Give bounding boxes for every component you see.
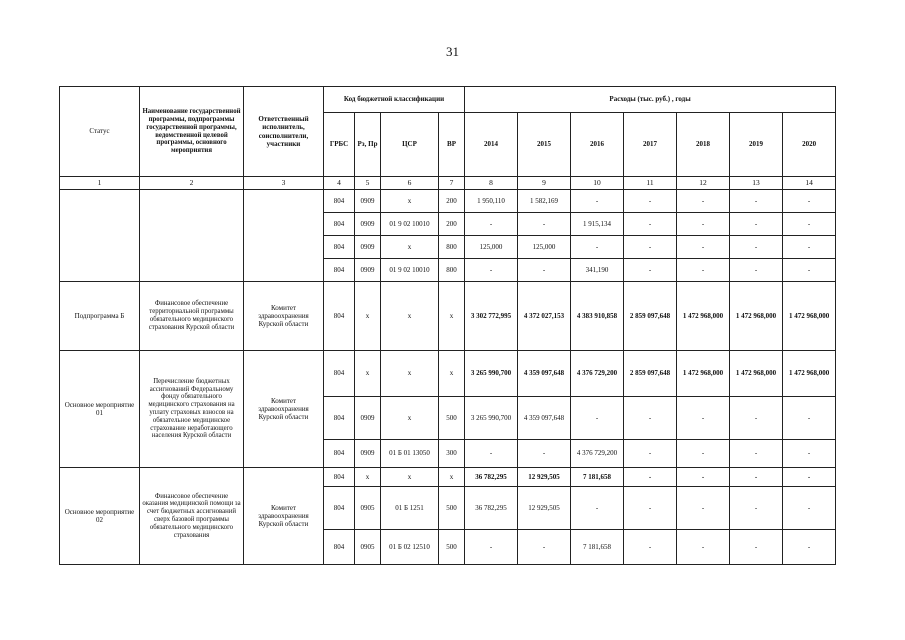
value-cell: 4 383 910,858 [571, 282, 624, 351]
value-cell: 3 302 772,995 [465, 282, 518, 351]
csr-cell: 01 Б 1251 [381, 487, 439, 530]
grbs-cell: 804 [324, 468, 355, 487]
value-cell: - [677, 190, 730, 213]
value-cell: - [624, 487, 677, 530]
value-cell: 7 181,658 [571, 468, 624, 487]
vr-cell: 800 [439, 236, 465, 259]
value-cell: - [783, 236, 836, 259]
value-cell: - [624, 236, 677, 259]
value-cell: 36 782,295 [465, 468, 518, 487]
csr-cell: х [381, 282, 439, 351]
value-cell: - [465, 259, 518, 282]
value-cell: 1 472 968,000 [783, 351, 836, 397]
value-cell: - [518, 530, 571, 565]
header-year: 2014 [465, 113, 518, 177]
table-row-subprogram-b [60, 282, 836, 351]
csr-cell: 01 9 02 10010 [381, 213, 439, 236]
value-cell: 1 950,110 [465, 190, 518, 213]
vr-cell: 500 [439, 397, 465, 440]
value-cell: - [624, 397, 677, 440]
value-cell: 1 472 968,000 [677, 351, 730, 397]
table-row [60, 190, 836, 213]
value-cell: 3 265 990,700 [465, 351, 518, 397]
value-cell: - [730, 397, 783, 440]
grbs-cell: 804 [324, 397, 355, 440]
value-cell: 4 376 729,200 [571, 351, 624, 397]
value-cell: 2 859 097,648 [624, 282, 677, 351]
column-number: 2 [140, 177, 244, 190]
rzpr-cell: 0905 [355, 530, 381, 565]
value-cell: - [783, 440, 836, 468]
value-cell: 12 929,505 [518, 468, 571, 487]
value-cell: 4 359 097,648 [518, 351, 571, 397]
value-cell: - [624, 213, 677, 236]
header-year: 2015 [518, 113, 571, 177]
value-cell: - [783, 530, 836, 565]
csr-cell: х [381, 397, 439, 440]
value-cell: - [571, 487, 624, 530]
header-vr: ВР [439, 113, 465, 177]
value-cell: - [730, 259, 783, 282]
grbs-cell: 804 [324, 236, 355, 259]
header-year: 2020 [783, 113, 836, 177]
vr-cell: 200 [439, 190, 465, 213]
value-cell: 125,000 [518, 236, 571, 259]
table-row-event-01 [60, 351, 836, 397]
value-cell: 1 582,169 [518, 190, 571, 213]
value-cell: - [465, 530, 518, 565]
rzpr-cell: 0909 [355, 440, 381, 468]
value-cell: - [518, 440, 571, 468]
value-cell: - [624, 468, 677, 487]
rzpr-cell: х [355, 351, 381, 397]
value-cell: - [783, 487, 836, 530]
name-cell: Финансовое обеспечение оказания медицинской помощи за счет бюджетных ассигнований сверх базовой программы обязательного медицинского страхования [140, 468, 244, 565]
header-csr: ЦСР [381, 113, 439, 177]
grbs-cell: 804 [324, 282, 355, 351]
header-executor: Ответственный исполнитель, соисполнители, участники [244, 87, 324, 177]
value-cell: 1 472 968,000 [677, 282, 730, 351]
rzpr-cell: 0909 [355, 259, 381, 282]
value-cell: - [783, 259, 836, 282]
vr-cell: х [439, 468, 465, 487]
column-number: 6 [381, 177, 439, 190]
vr-cell: 500 [439, 530, 465, 565]
value-cell: 4 372 027,153 [518, 282, 571, 351]
value-cell: - [730, 468, 783, 487]
column-number: 4 [324, 177, 355, 190]
value-cell: - [677, 213, 730, 236]
value-cell: - [730, 236, 783, 259]
status-cell [60, 190, 140, 282]
value-cell: - [677, 397, 730, 440]
grbs-cell: 804 [324, 487, 355, 530]
value-cell: - [677, 259, 730, 282]
value-cell: - [571, 236, 624, 259]
rzpr-cell: 0909 [355, 190, 381, 213]
value-cell: - [571, 397, 624, 440]
grbs-cell: 804 [324, 259, 355, 282]
rzpr-cell: х [355, 282, 381, 351]
csr-cell: х [381, 236, 439, 259]
column-number-row [60, 177, 836, 190]
grbs-cell: 804 [324, 190, 355, 213]
executor-cell: Комитет здравоохранения Курской области [244, 282, 324, 351]
header-year: 2017 [624, 113, 677, 177]
value-cell: - [571, 190, 624, 213]
value-cell: - [783, 213, 836, 236]
value-cell: - [730, 487, 783, 530]
value-cell: 2 859 097,648 [624, 351, 677, 397]
vr-cell: 800 [439, 259, 465, 282]
column-number: 12 [677, 177, 730, 190]
header-year: 2018 [677, 113, 730, 177]
name-cell [140, 190, 244, 282]
table-row-event-02 [60, 468, 836, 487]
grbs-cell: 804 [324, 530, 355, 565]
vr-cell: х [439, 351, 465, 397]
csr-cell: 01 Б 02 12510 [381, 530, 439, 565]
value-cell: - [677, 440, 730, 468]
value-cell: 4 359 097,648 [518, 397, 571, 440]
value-cell: - [677, 468, 730, 487]
column-number: 3 [244, 177, 324, 190]
vr-cell: 500 [439, 487, 465, 530]
value-cell: 341,190 [571, 259, 624, 282]
column-number: 10 [571, 177, 624, 190]
grbs-cell: 804 [324, 351, 355, 397]
column-number: 11 [624, 177, 677, 190]
rzpr-cell: х [355, 468, 381, 487]
value-cell: - [624, 440, 677, 468]
value-cell: - [783, 468, 836, 487]
header-rzpr: Рз, Пр [355, 113, 381, 177]
value-cell: 4 376 729,200 [571, 440, 624, 468]
value-cell: 7 181,658 [571, 530, 624, 565]
rzpr-cell: 0909 [355, 236, 381, 259]
csr-cell: х [381, 468, 439, 487]
name-cell: Финансовое обеспечение территориальной программы обязательного медицинского страхования Курской области [140, 282, 244, 351]
value-cell: - [624, 530, 677, 565]
column-number: 1 [60, 177, 140, 190]
header-expenses-group: Расходы (тыс. руб.) , годы [465, 87, 836, 113]
value-cell: - [730, 190, 783, 213]
value-cell: - [465, 440, 518, 468]
column-number: 8 [465, 177, 518, 190]
value-cell: - [677, 530, 730, 565]
vr-cell: 300 [439, 440, 465, 468]
column-number: 5 [355, 177, 381, 190]
column-number: 7 [439, 177, 465, 190]
executor-cell: Комитет здравоохранения Курской области [244, 468, 324, 565]
grbs-cell: 804 [324, 440, 355, 468]
value-cell: - [730, 530, 783, 565]
executor-cell [244, 190, 324, 282]
value-cell: - [518, 213, 571, 236]
value-cell: 125,000 [465, 236, 518, 259]
rzpr-cell: 0905 [355, 487, 381, 530]
grbs-cell: 804 [324, 213, 355, 236]
value-cell: - [783, 190, 836, 213]
header-year: 2019 [730, 113, 783, 177]
header-status: Статус [60, 87, 140, 177]
value-cell: - [518, 259, 571, 282]
status-cell: Основное мероприятие 01 [60, 351, 140, 468]
csr-cell: 01 Б 01 13050 [381, 440, 439, 468]
value-cell: 3 265 990,700 [465, 397, 518, 440]
name-cell: Перечисление бюджетных ассигнований Федеральному фонду обязательного медицинского страхования на уплату страховых взносов на обязательное медицинское страхование неработающего населения Курской области [140, 351, 244, 468]
status-cell: Основное мероприятие 02 [60, 468, 140, 565]
csr-cell: х [381, 351, 439, 397]
value-cell: 1 472 968,000 [783, 282, 836, 351]
column-number: 9 [518, 177, 571, 190]
header-grbs: ГРБС [324, 113, 355, 177]
value-cell: - [465, 213, 518, 236]
value-cell: 1 915,134 [571, 213, 624, 236]
rzpr-cell: 0909 [355, 213, 381, 236]
value-cell: - [730, 213, 783, 236]
executor-cell: Комитет здравоохранения Курской области [244, 351, 324, 468]
rzpr-cell: 0909 [355, 397, 381, 440]
csr-cell: 01 9 02 10010 [381, 259, 439, 282]
header-code-group: Код бюджетной классификации [324, 87, 465, 113]
value-cell: 1 472 968,000 [730, 282, 783, 351]
column-number: 13 [730, 177, 783, 190]
vr-cell: х [439, 282, 465, 351]
page-number: 31 [446, 44, 459, 59]
value-cell: 12 929,505 [518, 487, 571, 530]
value-cell: - [624, 259, 677, 282]
budget-table [59, 86, 836, 565]
header-year: 2016 [571, 113, 624, 177]
value-cell: - [677, 236, 730, 259]
value-cell: - [624, 190, 677, 213]
value-cell: - [783, 397, 836, 440]
value-cell: - [677, 487, 730, 530]
csr-cell: х [381, 190, 439, 213]
vr-cell: 200 [439, 213, 465, 236]
status-cell: Подпрограмма Б [60, 282, 140, 351]
value-cell: 36 782,295 [465, 487, 518, 530]
column-number: 14 [783, 177, 836, 190]
value-cell: - [730, 440, 783, 468]
value-cell: 1 472 968,000 [730, 351, 783, 397]
header-name: Наименование государственной программы, подпрограммы государственной программы, ведомственной целевой программы, основного мероприятия [140, 87, 244, 177]
